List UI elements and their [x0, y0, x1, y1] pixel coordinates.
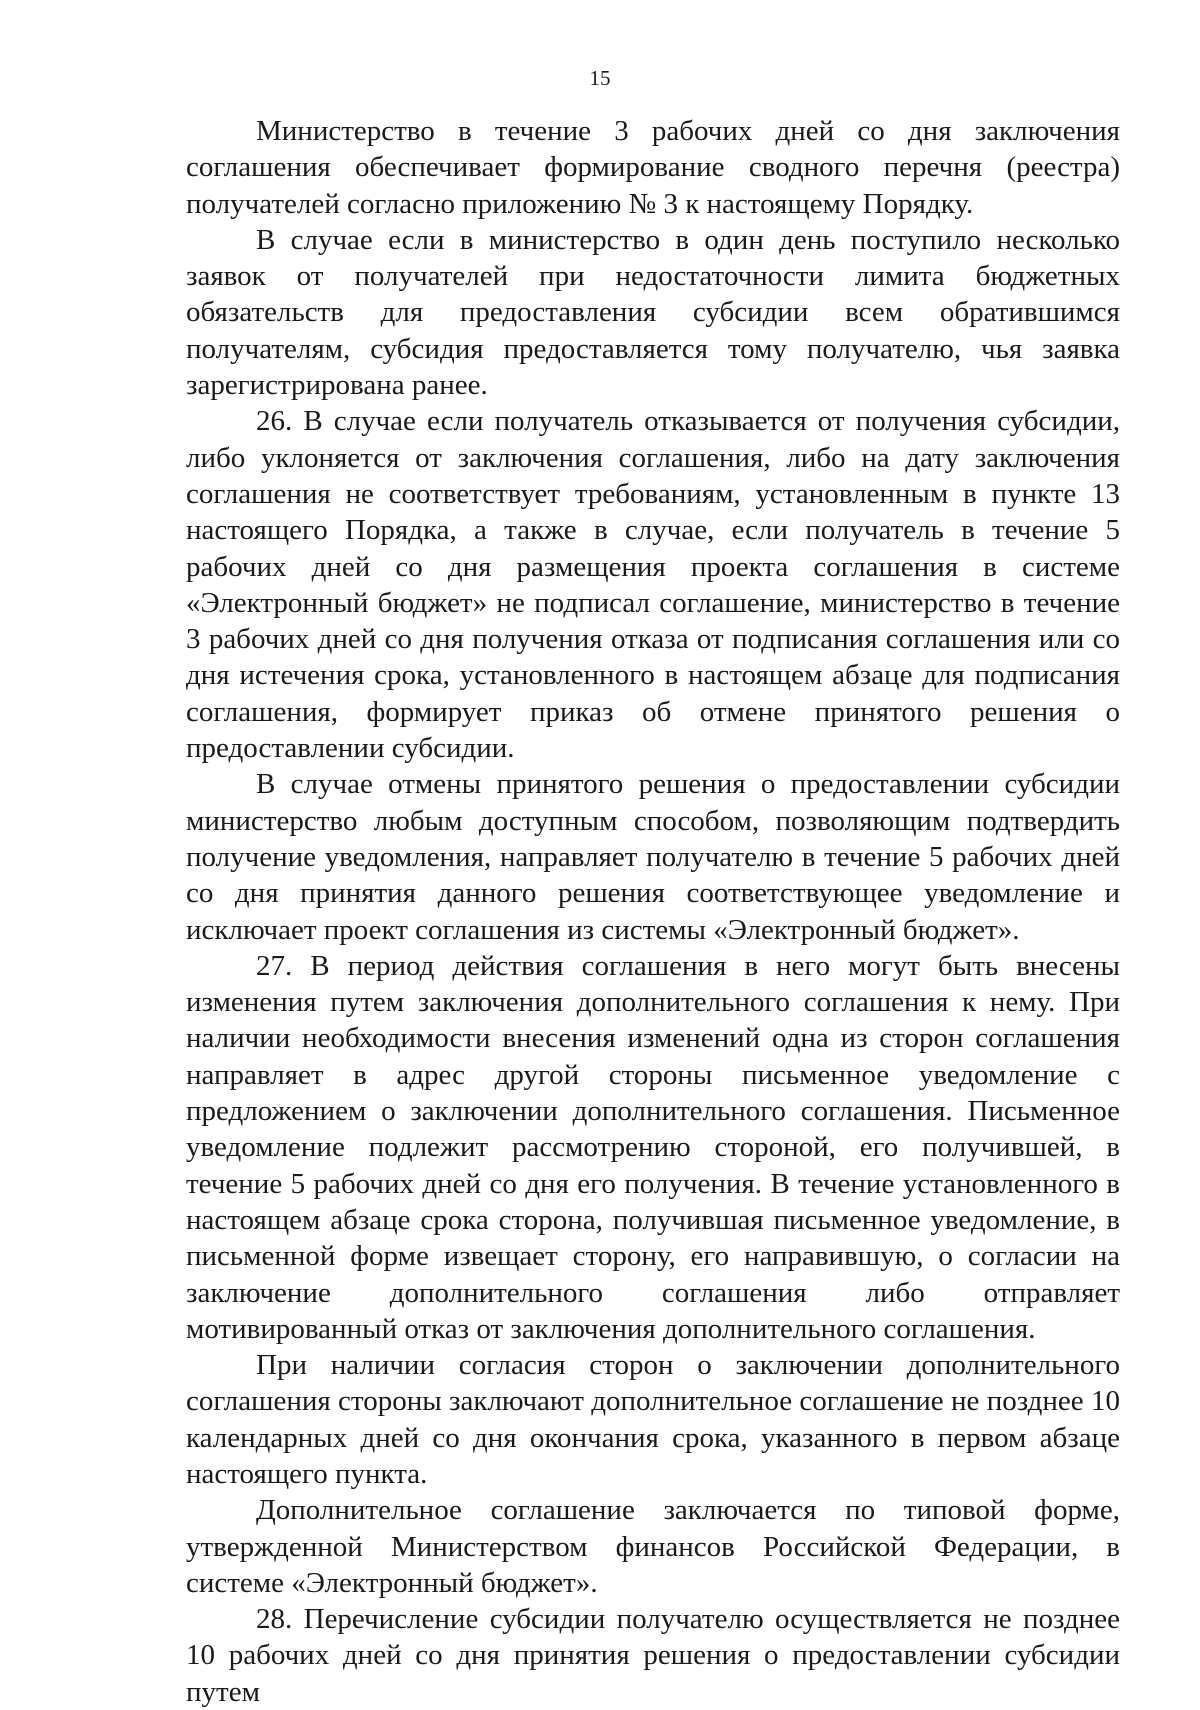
page-number: 15 — [589, 66, 611, 90]
paragraph-item-26: 26. В случае если получатель отказывается от получения субсидии, либо уклоняется от заключения соглашения, либо на дату заключения соглашения не соответствует требованиям, установленным в пункте 13 настоящего Порядка, а также в случае, если получатель в течение 5 рабочих дней со дня размещения проекта соглашения в системе «Электронный бюджет» не подписал соглашение, министерство в течение 3 рабочих дней со дня получения отказа от подписания соглашения или со дня истечения срока, установленного в настоящем абзаце для подписания соглашения, формирует приказ об отмене принятого решения о предоставлении субсидии. — [186, 405, 1120, 765]
paragraph-cancellation-notice: В случае отмены принятого решения о предоставлении субсидии министерство любым доступным способом, позволяющим подтвердить получение уведомления, направляет получателю в течение 5 рабочих дней со дня принятия данного решения соответствующее уведомление и исключает проект соглашения из системы «Электронный бюджет». — [186, 768, 1120, 946]
paragraph-additional-agreement-term: При наличии согласия сторон о заключении дополнительного соглашения стороны заключают дополнительное соглашение не позднее 10 календарных дней со дня окончания срока, указанного в первом абзаце настоящего пункта. — [186, 1349, 1120, 1490]
paragraph-standard-form: Дополнительное соглашение заключается по типовой форме, утвержденной Министерством финансов Российской Федерации, в системе «Электронный бюджет». — [186, 1494, 1120, 1599]
paragraph-item-27: 27. В период действия соглашения в него могут быть внесены изменения путем заключения дополнительного соглашения к нему. При наличии необходимости внесения изменений одна из сторон соглашения направляет в адрес другой стороны письменное уведомление с предложением о заключении дополнительного соглашения. Письменное уведомление подлежит рассмотрению стороной, его получившей, в течение 5 рабочих дней со дня его получения. В течение установленного в настоящем абзаце срока сторона, получившая письменное уведомление, в письменной форме извещает сторону, его направившую, о согласии на заключение дополнительного соглашения либо отправляет мотивированный отказ от заключения дополнительного соглашения. — [186, 949, 1120, 1345]
paragraph-limit-insufficiency: В случае если в министерство в один день поступило несколько заявок от получателей при недостаточности лимита бюджетных обязательств для предоставления субсидии всем обратившимся получателям, субсидия предоставляется тому получателю, чья заявка зарегистрирована ранее. — [186, 223, 1120, 402]
paragraph-registry-formation: Министерство в течение 3 рабочих дней со дня заключения соглашения обеспечивает формирование сводного перечня (реестра) получателей согласно приложению № 3 к настоящему Порядку. — [186, 115, 1120, 220]
document-body — [186, 113, 1120, 1710]
paragraph-item-28: 28. Перечисление субсидии получателю осуществляется не позднее 10 рабочих дней со дня принятия решения о предоставлении субсидии путем — [186, 1603, 1120, 1708]
